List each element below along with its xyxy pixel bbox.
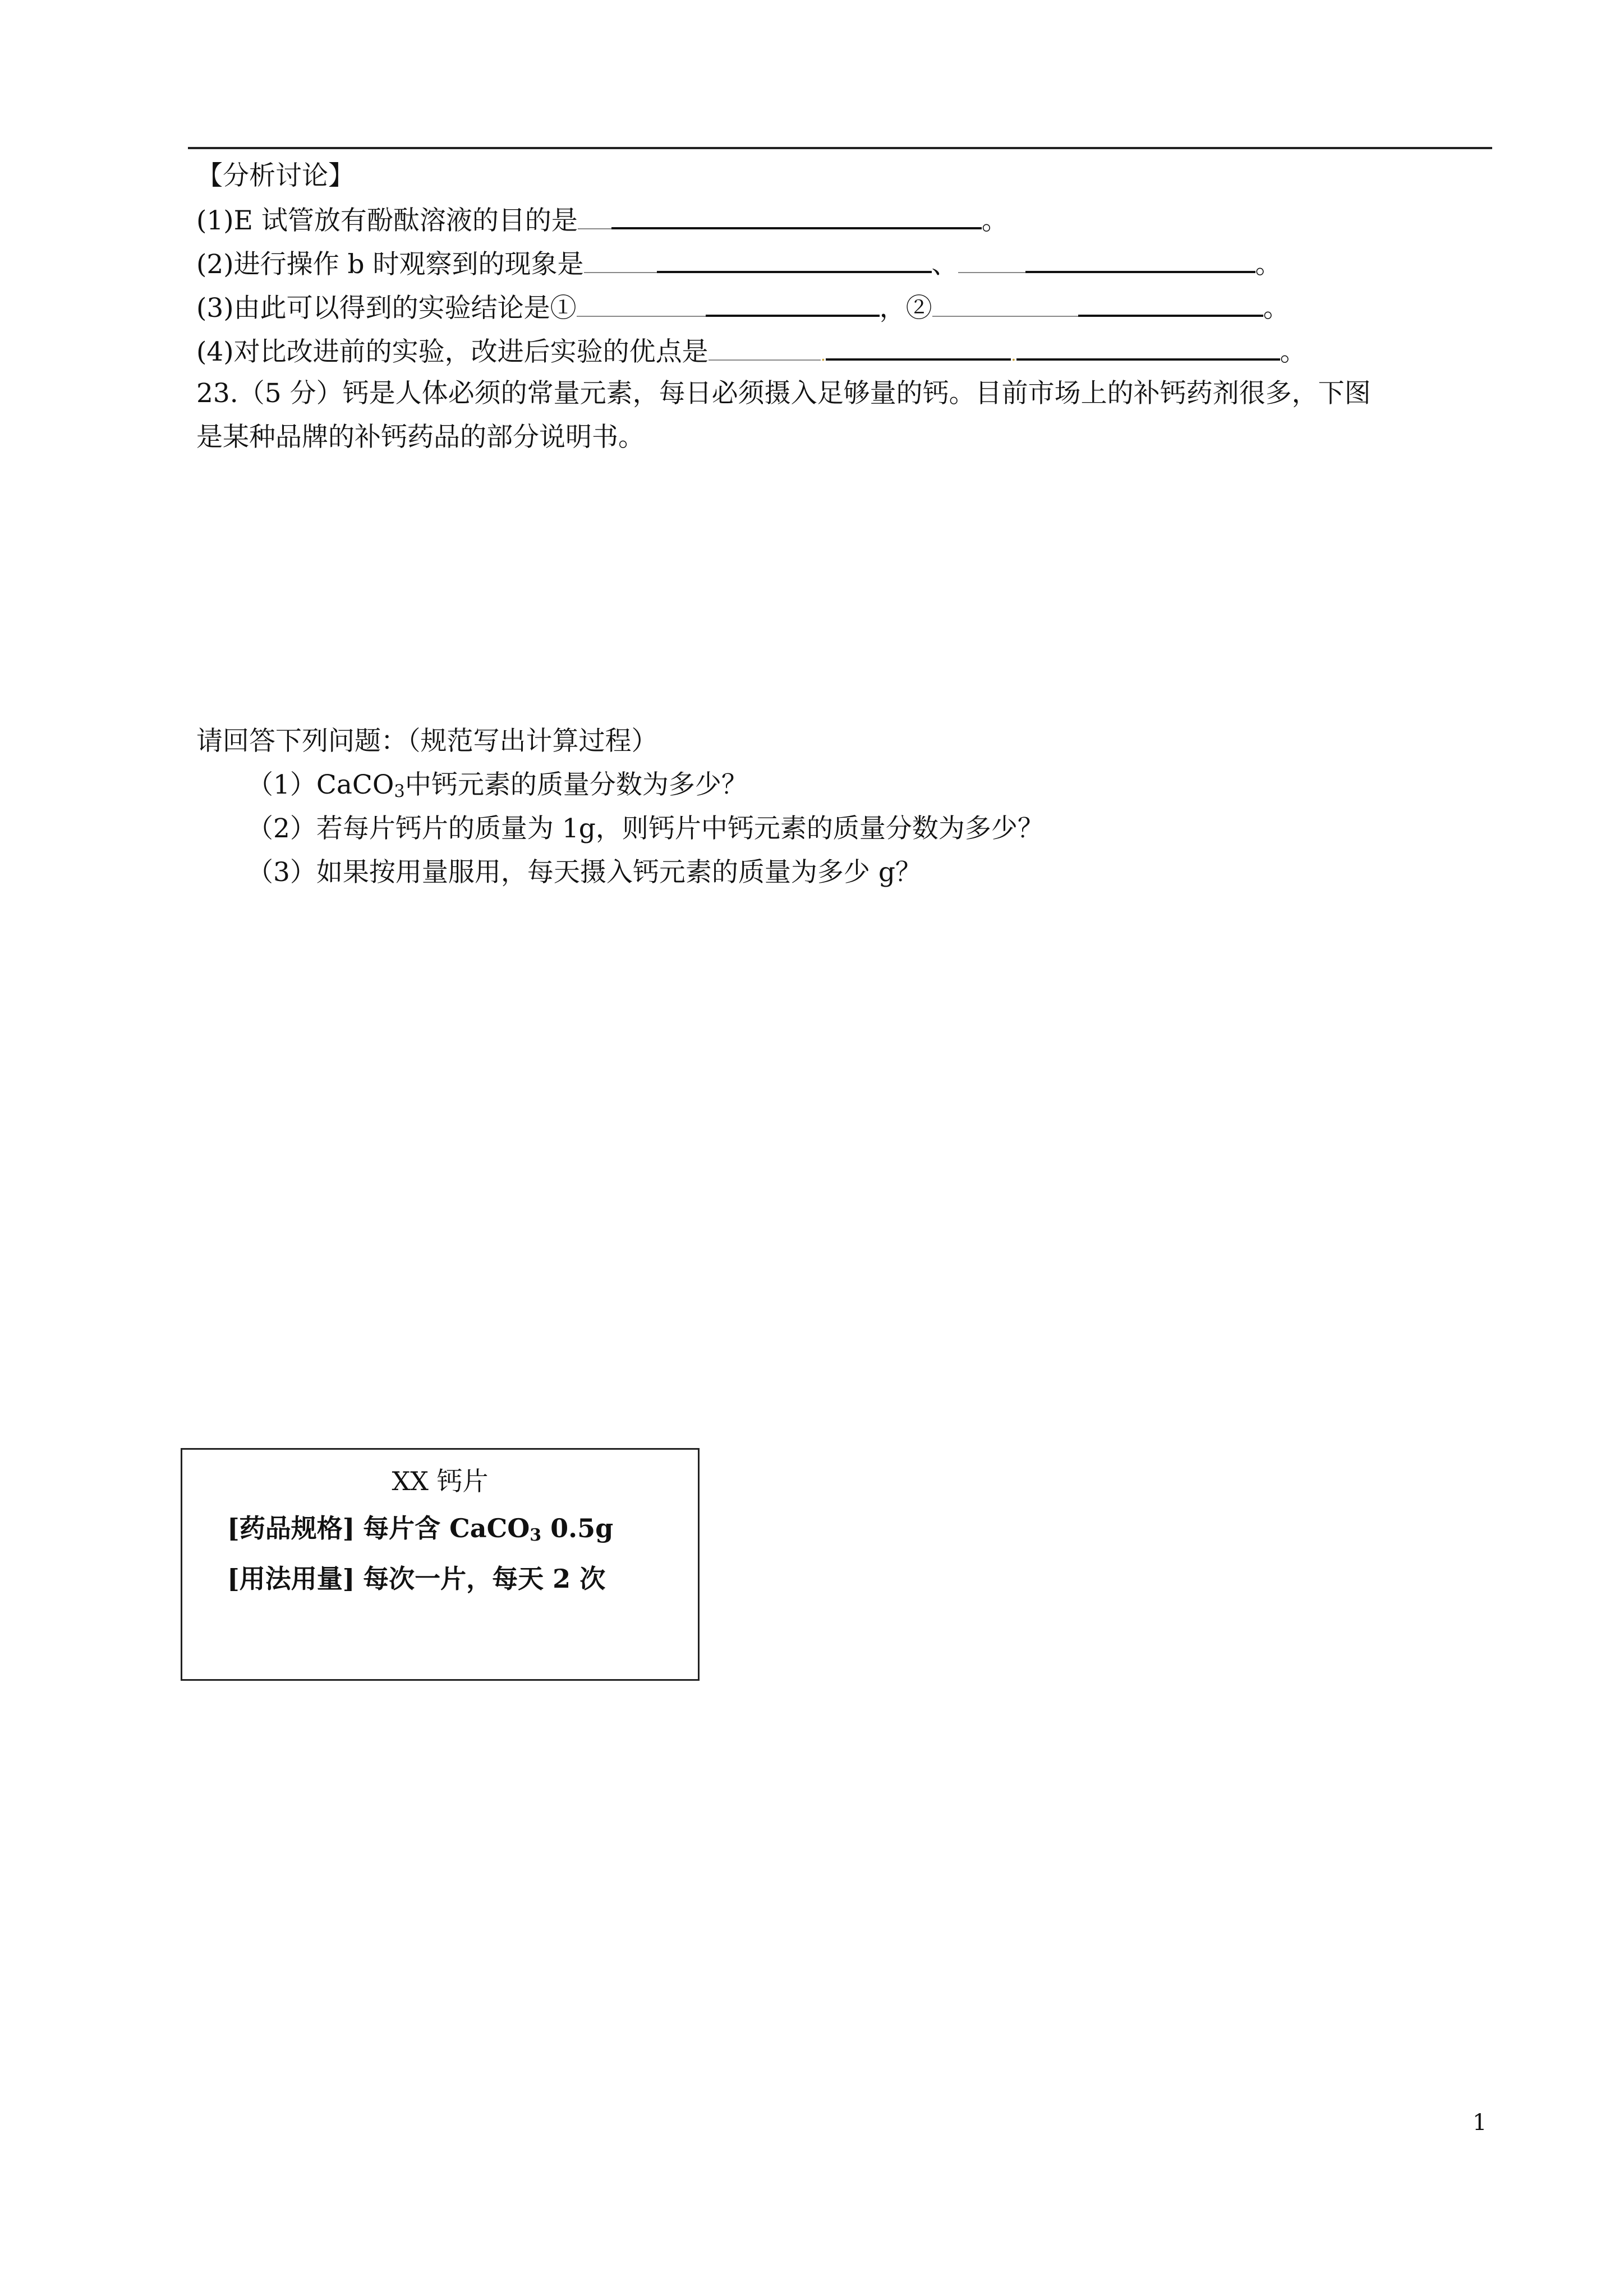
dot-mark: . — [1011, 345, 1016, 365]
label-usage-row — [227, 1562, 605, 1596]
sub-q2-text: （2）若每片钙片的质量为 1g，则钙片中钙元素的质量分数为多少？ — [247, 813, 1044, 844]
spec-label: [药品规格] — [227, 1513, 355, 1543]
answer-blank[interactable] — [932, 293, 1078, 317]
q3-text: (3)由此可以得到的实验结论是① — [196, 293, 577, 324]
sub-q3-text: （3）如果按用量服用，每天摄入钙元素的质量为多少 g？ — [247, 857, 922, 888]
q2-suffix: 。 — [1255, 249, 1282, 280]
page-number: 1 — [1473, 2110, 1487, 2136]
spec-value — [363, 1513, 613, 1543]
spec-prefix: 每片含 CaCO — [363, 1513, 530, 1543]
sub-q1-prefix: （1）CaCO — [247, 769, 394, 800]
answer-blank[interactable] — [611, 205, 982, 229]
sub-question-1 — [247, 767, 748, 810]
q3-suffix: 。 — [1263, 293, 1290, 324]
q2-separator: 、 — [931, 249, 958, 280]
instructions-text: 请回答下列问题：（规范写出计算过程） — [196, 726, 658, 757]
subscript: 3 — [394, 782, 405, 802]
heading-text: 【分析讨论】 — [196, 160, 355, 191]
question-1 — [196, 203, 1008, 239]
answer-blank[interactable] — [958, 250, 1025, 273]
q23-text-1: 23.（5 分）钙是人体必须的常量元素，每日必须摄入足够量的钙。目前市场上的补钙药剂很多，下图 — [196, 378, 1371, 409]
question-3 — [196, 291, 1290, 326]
q1-suffix: 。 — [981, 205, 1008, 236]
sub-q1-suffix: 中钙元素的质量分数为多少？ — [404, 769, 748, 800]
q1-text: (1)E 试管放有酚酞溶液的目的是 — [196, 205, 578, 236]
header-rule — [188, 147, 1492, 149]
dot-mark: . — [820, 345, 826, 365]
sub-question-2 — [247, 811, 1044, 847]
medicine-label-box — [181, 1448, 700, 1681]
answer-blank[interactable] — [706, 292, 880, 317]
label-title: XX 钙片 — [392, 1466, 489, 1496]
answer-blank[interactable] — [584, 250, 657, 273]
answer-blank[interactable] — [826, 336, 1011, 361]
q3-separator: ，② — [879, 293, 932, 324]
q23-text-2: 是某种品牌的补钙药品的部分说明书。 — [196, 422, 645, 453]
sub-question-3 — [247, 855, 922, 891]
answer-blank[interactable] — [1016, 336, 1280, 361]
question-2 — [196, 247, 1282, 283]
q4-text: (4)对比改进前的实验，改进后实验的优点是 — [196, 336, 709, 367]
section-heading — [196, 158, 355, 194]
usage-value: 每次一片，每天 2 次 — [363, 1564, 606, 1594]
label-spec-row — [227, 1511, 613, 1552]
instructions — [196, 723, 658, 759]
spec-suffix: 0.5g — [541, 1513, 614, 1543]
question-4 — [196, 334, 1306, 374]
answer-blank[interactable] — [578, 206, 611, 229]
question-23-line2 — [196, 419, 645, 455]
answer-blank[interactable] — [1078, 292, 1263, 317]
question-23-line1 — [196, 376, 1371, 412]
q4-suffix: 。 — [1280, 336, 1306, 367]
subscript: 3 — [530, 1525, 542, 1545]
answer-blank[interactable] — [709, 337, 821, 361]
answer-blank[interactable] — [1025, 248, 1255, 273]
usage-label: [用法用量] — [227, 1564, 355, 1594]
answer-blank[interactable] — [577, 293, 706, 317]
answer-blank[interactable] — [657, 248, 932, 273]
q2-text: (2)进行操作 b 时观察到的现象是 — [196, 249, 584, 280]
